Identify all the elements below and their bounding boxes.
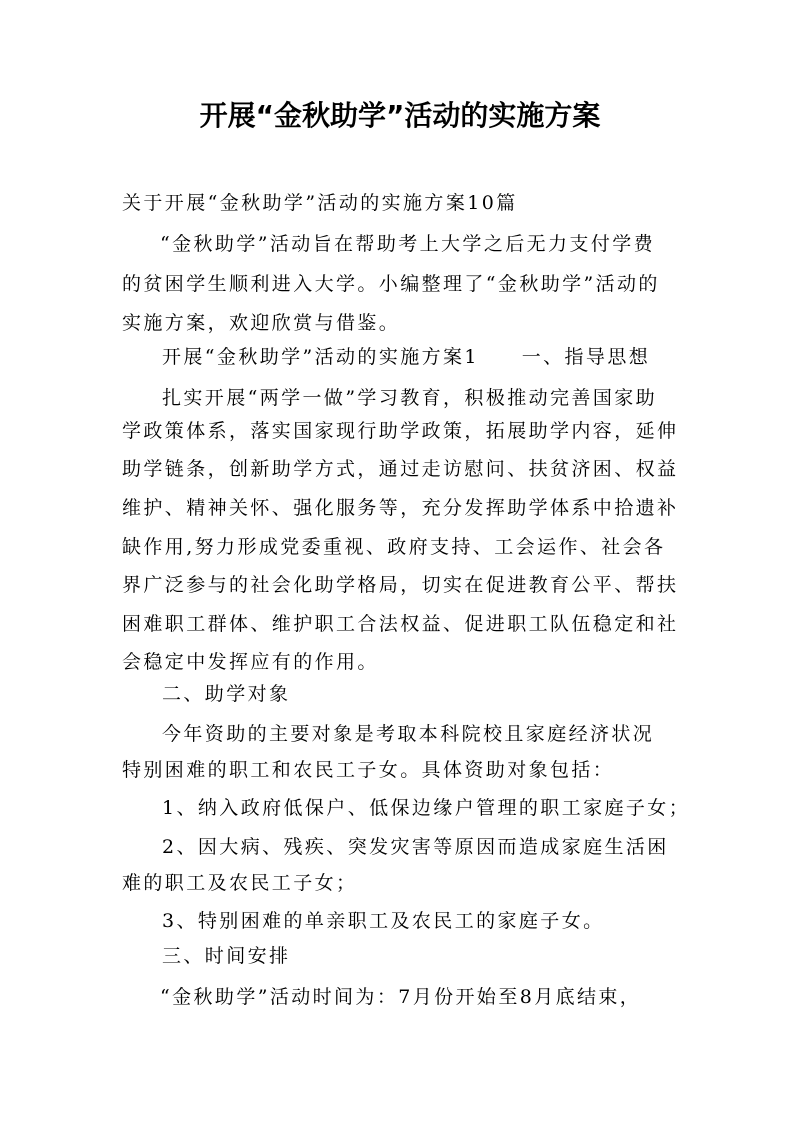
section-heading-line: 开展“金秋助学”活动的实施方案1 一、指导思想 bbox=[162, 346, 651, 368]
list-item-line: 3、特别困难的单亲职工及农民工的家庭子女。 bbox=[162, 910, 605, 932]
document-title: 开展“金秋助学”活动的实施方案 bbox=[199, 99, 601, 132]
list-item-line: 2、因大病、残疾、突发灾害等原因而造成家庭生活困 bbox=[162, 836, 669, 858]
paragraph-line: 会稳定中发挥应有的作用。 bbox=[122, 651, 379, 673]
paragraph-line: 助学链条，创新助学方式，通过走访慰问、扶贫济困、权益 bbox=[122, 458, 679, 480]
paragraph-line: 界广泛参与的社会化助学格局，切实在促进教育公平、帮扶 bbox=[122, 574, 679, 596]
paragraph-line: 学政策体系，落实国家现行助学政策，拓展助学内容，延伸 bbox=[122, 420, 679, 442]
list-item-line: 1、纳入政府低保户、低保边缘户管理的职工家庭子女； bbox=[162, 797, 691, 819]
paragraph-line: 的贫困学生顺利进入大学。小编整理了“金秋助学”活动的 bbox=[122, 273, 660, 295]
subtitle-line: 关于开展“金秋助学”活动的实施方案10篇 bbox=[122, 192, 518, 214]
section-heading-line: 三、时间安排 bbox=[162, 945, 291, 967]
paragraph-line: 扎实开展“两学一做”学习教育，积极推动完善国家助 bbox=[162, 387, 658, 409]
paragraph-line: 今年资助的主要对象是考取本科院校且家庭经济状况 bbox=[162, 723, 655, 745]
paragraph-line: 困难职工群体、维护职工合法权益、促进职工队伍稳定和社 bbox=[122, 613, 679, 635]
paragraph-line: 维护、精神关怀、强化服务等，充分发挥助学体系中拾遗补 bbox=[122, 497, 679, 519]
section-heading-line: 二、助学对象 bbox=[162, 683, 291, 705]
paragraph-line: 特别困难的职工和农民工子女。具体资助对象包括： bbox=[122, 759, 615, 781]
paragraph-line: 缺作用,努力形成党委重视、政府支持、工会运作、社会各 bbox=[122, 536, 666, 558]
paragraph-line: “金秋助学”活动时间为：7月份开始至8月底结束， bbox=[160, 986, 642, 1008]
paragraph-line: 实施方案，欢迎欣赏与借鉴。 bbox=[122, 312, 401, 334]
paragraph-line: “金秋助学”活动旨在帮助考上大学之后无力支付学费 bbox=[160, 233, 656, 255]
list-item-line: 难的职工及农民工子女； bbox=[122, 872, 358, 894]
